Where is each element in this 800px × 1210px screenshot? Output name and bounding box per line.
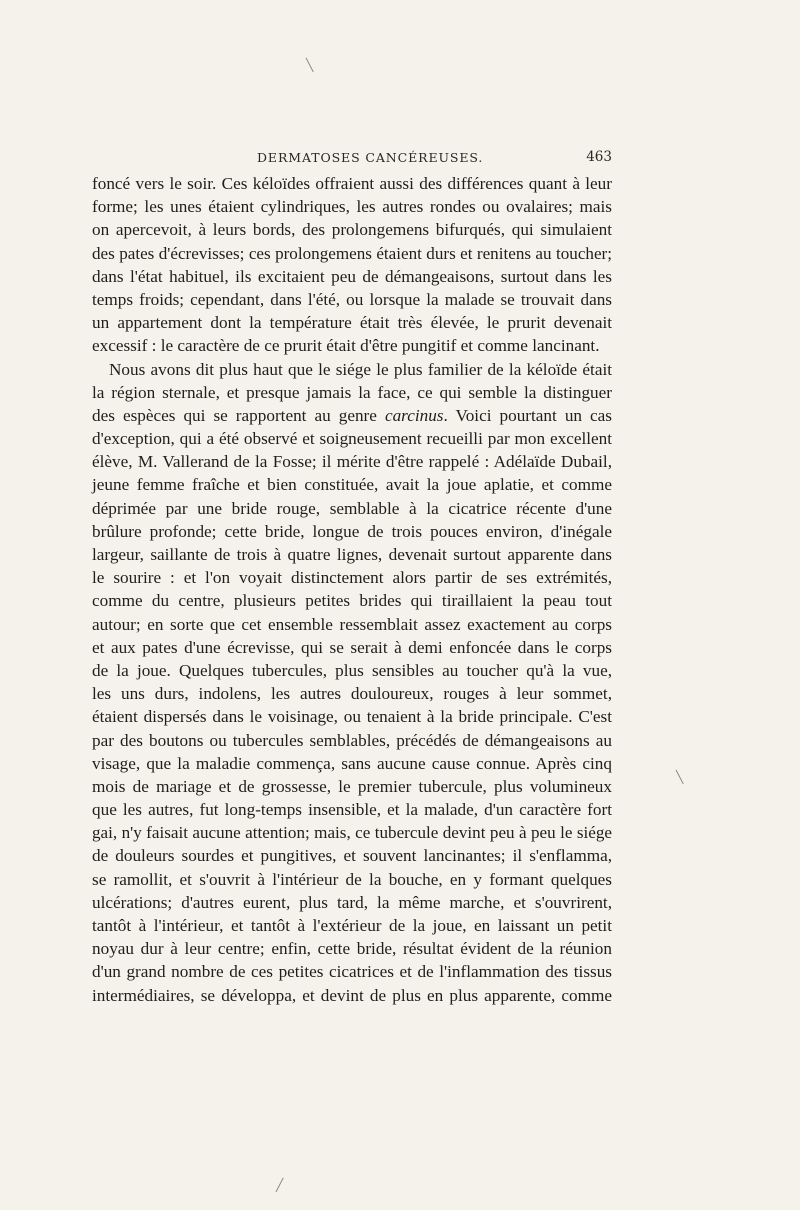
text-line: le sourire : et l'on voyait distinctement alors partir de ses extrémités, — [92, 568, 612, 588]
text-line: mois de mariage et de grossesse, le premier tubercule, plus volumineux — [92, 776, 612, 796]
text-line: par des boutons ou tubercules semblables, précédés de démangeaisons au — [92, 730, 612, 750]
text-line: excessif : le caractère de ce prurit était d'être pungitif et comme lancinant. — [92, 336, 600, 356]
paper-speck: ╲ — [306, 58, 314, 72]
paper-speck: ╲ — [676, 770, 684, 784]
text-line: Nous avons dit plus haut que le siége le plus familier de la kéloïde était — [109, 359, 612, 379]
text-line: d'un grand nombre de ces petites cicatrices et de l'inflammation des tissus — [92, 962, 612, 982]
text-line: se ramollit, et s'ouvrit à l'intérieur de la bouche, en y formant quelques — [92, 869, 612, 889]
text-line: autour; en sorte que cet ensemble ressemblait assez exactement au corps — [92, 614, 612, 634]
text-line: forme; les unes étaient cylindriques, les autres rondes ou ovalaires; mais — [92, 197, 612, 217]
text-line: d'exception, qui a été observé et soigneusement recueilli par mon excellent — [92, 429, 612, 449]
text-line: la région sternale, et presque jamais la face, ce qui semble la distinguer — [92, 382, 612, 402]
text-line: élève, M. Vallerand de la Fosse; il mérite d'être rappelé : Adélaïde Dubail, — [92, 452, 612, 472]
text-line: jeune femme fraîche et bien constituée, avait la joue aplatie, et comme — [92, 475, 612, 495]
text-line: brûlure profonde; cette bride, longue de trois pouces environ, d'inégale — [92, 521, 612, 541]
text-line: largeur, saillante de trois à quatre lignes, devenait surtout apparente dans — [92, 545, 612, 564]
text-line: tantôt à l'intérieur, et tantôt à l'extérieur de la joue, en laissant un petit — [92, 916, 612, 935]
text-line: des pates d'écrevisses; ces prolongemens étaient durs et renitens au toucher; — [92, 243, 612, 263]
text-segment: des espèces qui se rapportent au genre — [92, 405, 385, 425]
body-text — [92, 172, 612, 1007]
page-number: 463 — [586, 149, 612, 165]
text-line: ulcérations; d'autres eurent, plus tard, la même marche, et s'ouvrirent, — [92, 892, 612, 912]
text-line: déprimée par une bride rouge, semblable à la cicatrice récente d'une — [92, 498, 612, 518]
text-line: on apercevoit, à leurs bords, des prolongemens bifurqués, qui simulaient — [92, 220, 612, 240]
text-line: noyau dur à leur centre; enfin, cette bride, résultat évident de la réunion — [92, 939, 612, 959]
text-segment: . Voici pourtant un cas — [443, 405, 612, 425]
text-line: intermédiaires, se développa, et devint de plus en plus apparente, comme — [92, 985, 612, 1005]
running-title: DERMATOSES CANCÉREUSES. — [257, 150, 484, 165]
text-line: de la joue. Quelques tubercules, plus sensibles au toucher qu'à la vue, — [92, 660, 612, 680]
italic-term: carcinus — [384, 405, 444, 425]
text-line: foncé vers le soir. Ces kéloïdes offraient aussi des différences quant à leur — [92, 174, 612, 193]
text-line: les uns durs, indolens, les autres douloureux, rouges à leur sommet, — [92, 684, 612, 704]
text-line: visage, que la maladie commença, sans aucune cause connue. Après cinq — [92, 753, 612, 773]
text-line: étaient dispersés dans le voisinage, ou tenaient à la bride principale. C'est — [92, 707, 612, 727]
text-line: que les autres, fut long-temps insensible, et la malade, d'un caractère fort — [92, 800, 612, 820]
text-line: gai, n'y faisait aucune attention; mais, ce tubercule devint peu à peu le siége — [92, 823, 612, 843]
running-header — [92, 146, 612, 170]
paragraph-1 — [92, 172, 612, 358]
text-line: et aux pates d'une écrevisse, qui se serait à demi enfoncée dans le corps — [92, 637, 612, 657]
text-line: temps froids; cependant, dans l'été, ou lorsque la malade se trouvait dans — [92, 289, 612, 309]
text-line: dans l'état habituel, ils excitaient peu de démangeaisons, surtout dans les — [92, 266, 612, 286]
paper-speck: ╱ — [276, 1178, 284, 1192]
text-line-with-italic — [92, 404, 612, 427]
text-line: de douleurs sourdes et pungitives, et souvent lancinantes; il s'enflamma, — [92, 846, 612, 866]
text-line: un appartement dont la température était très élevée, le prurit devenait — [92, 313, 612, 333]
text-line: comme du centre, plusieurs petites brides qui tiraillaient la peau tout — [92, 591, 612, 611]
paragraph-2 — [92, 358, 612, 1007]
